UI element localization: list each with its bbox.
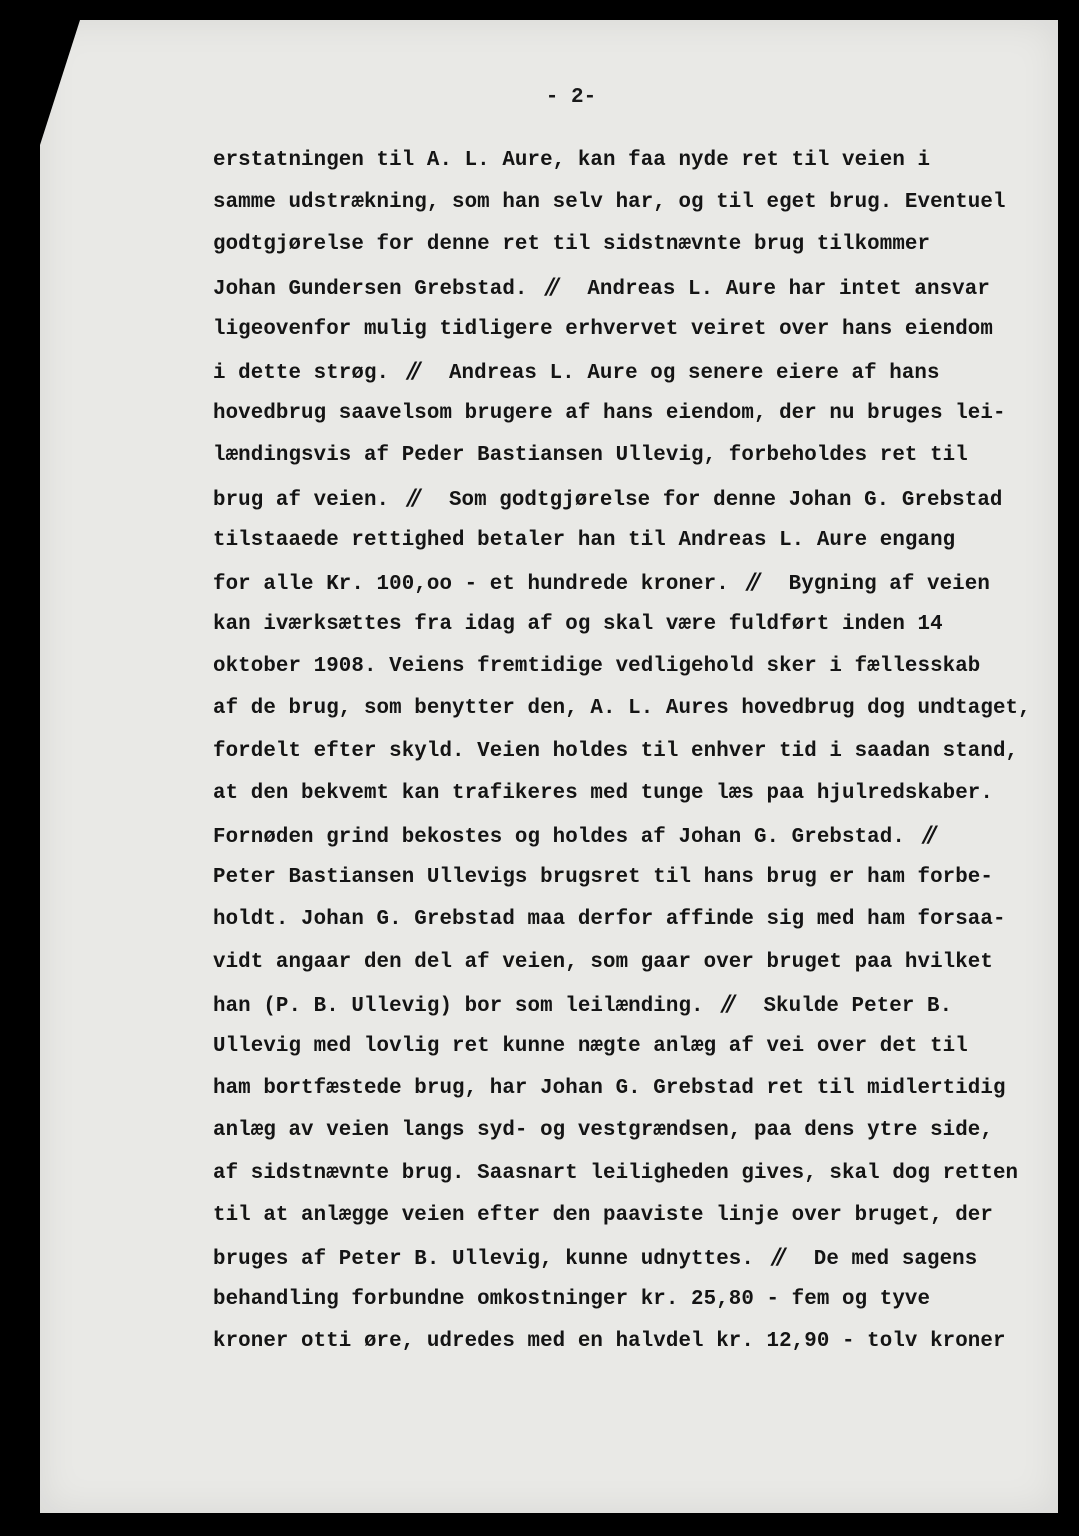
text-line	[213, 942, 1048, 984]
text-segment: Andreas L. Aure og senere eiere af hans	[448, 361, 940, 385]
text-segment: vidt angaar den del af veien, som gaar over bruget paa hvilket	[213, 950, 993, 974]
handwritten-paragraph-mark: //	[747, 569, 758, 595]
text-segment: i dette strøg.	[213, 361, 402, 385]
text-line	[213, 1237, 1048, 1279]
text-line	[213, 393, 1048, 435]
text-segment: tilstaaede rettighed betaler han til Andreas L. Aure engang	[213, 528, 956, 552]
text-line	[213, 899, 1048, 941]
text-segment: bruges af Peter B. Ullevig, kunne udnyttes.	[213, 1247, 767, 1271]
handwritten-paragraph-mark: //	[772, 1244, 783, 1270]
page-number: - 2-	[545, 86, 597, 109]
text-segment: af de brug, som benytter den, A. L. Aures hovedbrug dog undtaget,	[213, 697, 1031, 721]
text-segment: Fornøden grind bekostes og holdes af Johan G. Grebstad.	[213, 826, 918, 849]
text-line	[213, 267, 1048, 309]
text-segment: ligeovenfor mulig tidligere erhvervet veiret over hans eiendom	[213, 317, 993, 341]
text-segment: til at anlægge veien efter den paaviste linje over bruget, der	[213, 1203, 993, 1227]
text-segment: Johan Gundersen Grebstad.	[213, 277, 541, 301]
text-segment: godtgjørelse for denne ret til sidstnævnte brug tilkommer	[213, 233, 931, 257]
text-segment: Andreas L. Aure har intet ansvar	[587, 277, 990, 301]
text-line	[213, 562, 1048, 604]
text-segment: De med sagens	[813, 1247, 978, 1271]
folded-corner	[40, 20, 80, 145]
text-line	[213, 1068, 1048, 1110]
text-line	[213, 224, 1048, 266]
handwritten-paragraph-mark: //	[407, 485, 418, 511]
handwritten-paragraph-mark: //	[546, 274, 557, 300]
text-line	[213, 1195, 1048, 1237]
document-page	[40, 20, 1058, 1513]
text-segment: samme udstrækning, som han selv har, og til eget brug. Eventuel	[213, 191, 1006, 215]
text-segment: ham bortfæstede brug, har Johan G. Grebstad ret til midlertidig	[213, 1077, 1006, 1101]
text-line	[213, 140, 1048, 182]
text-segment: Skulde Peter B.	[763, 994, 953, 1018]
text-line	[213, 1321, 1048, 1363]
text-segment: af sidstnævnte brug. Saasnart leiligheden gives, skal dog retten	[213, 1161, 1019, 1185]
text-line	[213, 731, 1048, 773]
text-segment: oktober 1908. Veiens fremtidige vedligehold sker i fællesskab	[213, 655, 981, 679]
text-segment: kroner otti øre, udredes med en halvdel kr. 12,90 - tolv kroner	[213, 1330, 1006, 1354]
handwritten-paragraph-mark: //	[407, 358, 418, 384]
text-line	[213, 1153, 1048, 1195]
text-segment: holdt. Johan G. Grebstad maa derfor affinde sig med ham forsaa-	[213, 908, 1006, 932]
text-line	[213, 182, 1048, 224]
text-line	[213, 857, 1048, 899]
text-segment: fordelt efter skyld. Veien holdes til enhver tid i saadan stand,	[213, 739, 1019, 763]
text-line	[213, 604, 1048, 646]
text-line	[213, 815, 1048, 857]
text-segment: behandling forbundne omkostninger kr. 25,80 - fem og tyve	[213, 1288, 931, 1312]
text-segment: lændingsvis af Peder Bastiansen Ullevig, forbeholdes ret til	[213, 444, 968, 468]
text-line	[213, 351, 1048, 393]
text-line	[213, 520, 1048, 562]
text-line	[213, 1026, 1048, 1068]
text-line	[213, 984, 1048, 1026]
text-line	[213, 435, 1048, 477]
text-segment: for alle Kr. 100,oo - et hundrede kroner.	[213, 572, 742, 596]
text-segment: Ullevig med lovlig ret kunne nægte anlæg af vei over det til	[213, 1034, 968, 1058]
text-segment: brug af veien.	[213, 488, 402, 512]
text-line	[213, 1279, 1048, 1321]
text-line	[213, 1110, 1048, 1152]
text-line	[213, 478, 1048, 520]
text-line	[213, 688, 1048, 730]
text-segment: hovedbrug saavelsom brugere af hans eiendom, der nu bruges lei-	[213, 402, 1006, 426]
handwritten-paragraph-mark: //	[722, 991, 733, 1017]
text-segment: anlæg av veien langs syd- og vestgrændsen, paa dens ytre side,	[213, 1119, 993, 1143]
text-line	[213, 773, 1048, 815]
text-segment: kan iværksættes fra idag af og skal være fuldført inden 14	[213, 613, 943, 637]
text-segment: at den bekvemt kan trafikeres med tunge læs paa hjulredskaber.	[213, 781, 993, 805]
text-segment: han (P. B. Ullevig) bor som leilænding.	[213, 994, 717, 1018]
text-line	[213, 646, 1048, 688]
text-segment: Bygning af veien	[788, 572, 990, 596]
text-segment: Peter Bastiansen Ullevigs brugsret til hans brug er ham forbe-	[213, 866, 993, 890]
text-segment: Som godtgjørelse for denne Johan G. Grebstad	[448, 488, 1003, 512]
document-body	[213, 140, 1048, 1363]
handwritten-paragraph-mark: //	[923, 823, 934, 848]
text-line	[213, 309, 1048, 351]
text-segment: erstatningen til A. L. Aure, kan faa nyde ret til veien i	[213, 149, 931, 172]
